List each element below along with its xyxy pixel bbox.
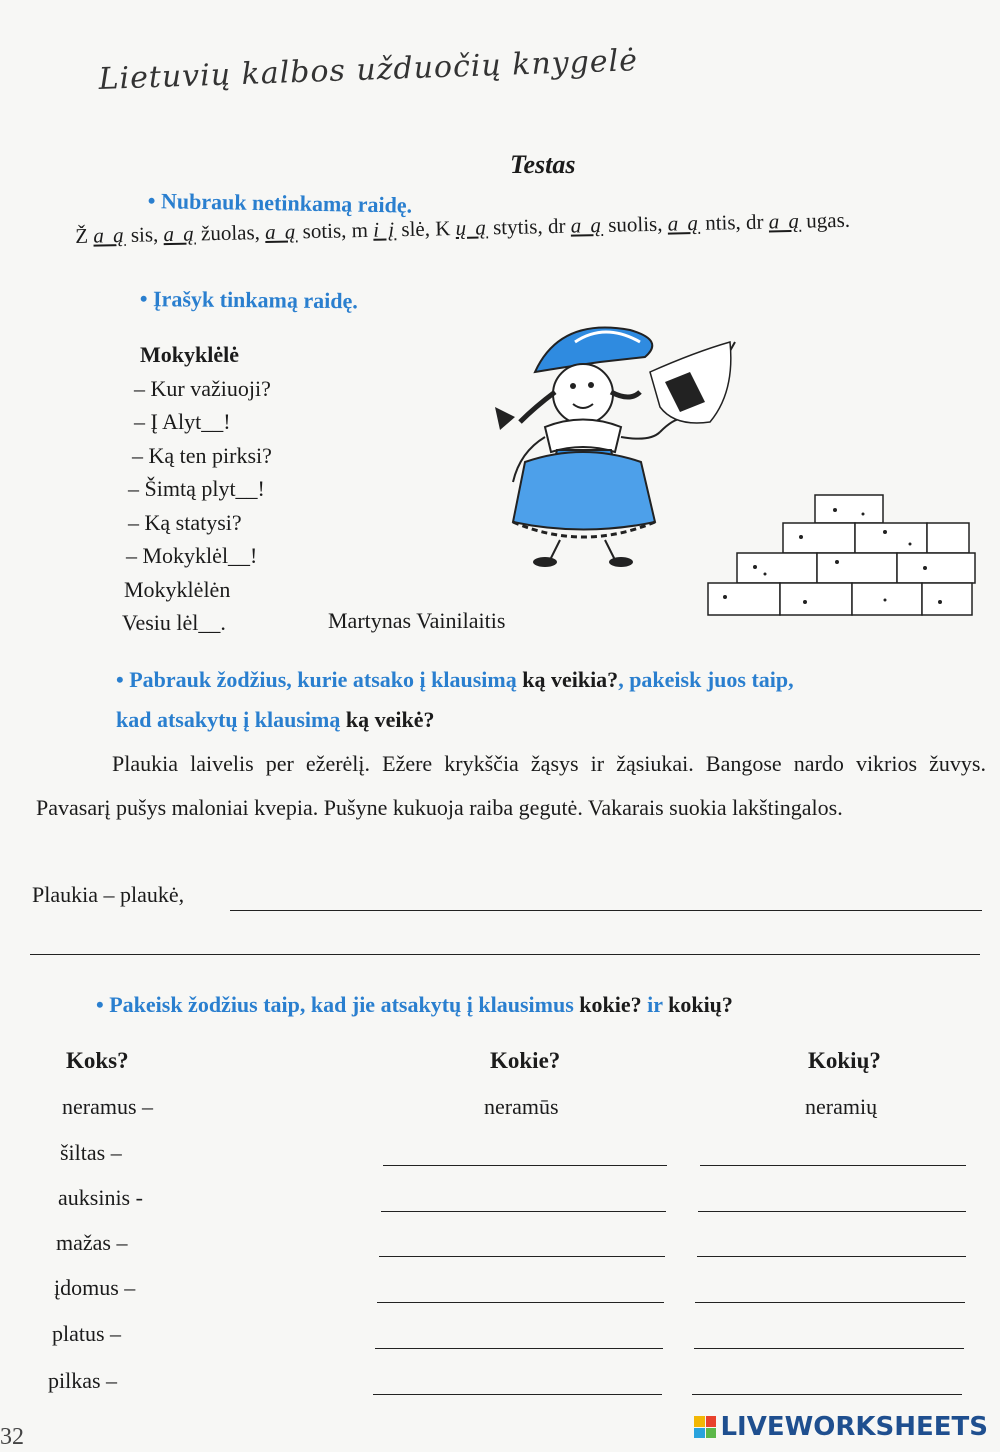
word-fragment: suolis,	[607, 211, 663, 237]
column-header-kokie: Kokie?	[490, 1048, 561, 1073]
word-row: pilkas –	[48, 1368, 118, 1393]
page-number: 32	[0, 1424, 24, 1450]
task1-instruction-text: Nubrauk netinkamą raidę.	[160, 188, 413, 218]
watermark-text: LIVEWORKSHEETS	[720, 1412, 988, 1442]
task3-instruction-c: kad atsakytų į klausimą	[116, 707, 341, 732]
letter-choice[interactable]: a ą	[768, 208, 802, 234]
task3-paragraph: Plaukia laivelis per ežerėlį. Ežere krykščia žąsys ir žąsiukai. Bangose nardo vikrios žuvys. Pavasarį pušys maloniai kvepia. Pušyne kukuoja raiba gegutė. Vakarais suokia lakštingalos.	[36, 751, 986, 820]
task3-instruction: • Pabrauk žodžius, kurie atsako į klausimą ką veikia?, pakeisk juos taip, kad atsakytų į klausimą ką veikė?	[116, 667, 794, 732]
letter-choice[interactable]: a ą	[570, 212, 604, 238]
liveworksheets-logo-icon	[694, 1416, 716, 1438]
poem-line: – Šimtą plyt__!	[128, 476, 265, 501]
word-fragment: stytis, dr	[492, 213, 566, 240]
poem-line: Vesiu lėl__.	[122, 610, 226, 635]
letter-choice[interactable]: a ą	[163, 221, 196, 247]
word-fragment: žuolas,	[200, 220, 261, 246]
task4-instruction: • Pakeisk žodžius taip, kad jie atsakytų į klausimus kokie? ir kokių?	[96, 992, 733, 1017]
blank-kokie[interactable]	[379, 1256, 665, 1257]
blank-kokie[interactable]	[377, 1302, 664, 1303]
poem-author: Martynas Vainilaitis	[328, 608, 506, 633]
column-header-kokiu: Kokių?	[808, 1048, 881, 1073]
word-fragment: Ž	[75, 223, 89, 248]
blank-kokiu[interactable]	[698, 1211, 966, 1212]
poem-line: – Ką statysi?	[128, 509, 242, 535]
task3-instruction-a: Pabrauk žodžius, kurie atsako į klausimą	[129, 667, 517, 692]
blank-kokiu[interactable]	[695, 1302, 965, 1303]
task4-instruction-text: Pakeisk žodžius taip, kad jie atsakytų į klausimus	[109, 992, 574, 1017]
letter-choice[interactable]: i į	[372, 217, 397, 242]
task3-instruction-b: , pakeisk juos taip,	[618, 667, 794, 692]
task4-mid: ir	[647, 992, 663, 1017]
watermark	[694, 1412, 988, 1442]
poem-line: – Ką ten pirksi?	[132, 442, 272, 468]
task2-instruction-text: Įrašyk tinkamą raidę.	[152, 286, 358, 314]
task3-question1: ką veikia?	[522, 667, 619, 692]
word-fragment: ugas.	[805, 207, 851, 233]
letter-choice[interactable]: a ą	[93, 222, 126, 248]
word-row: mažas –	[56, 1230, 128, 1255]
poem-line: Mokyklėlėn	[124, 576, 231, 602]
letter-choice[interactable]: a ą	[264, 219, 298, 245]
word-fragment: sis,	[130, 222, 159, 247]
blank-kokie[interactable]	[383, 1165, 667, 1166]
test-title: Testas	[510, 150, 576, 179]
poem-line: – Kur važiuoji?	[134, 375, 271, 401]
word-row: įdomus –	[54, 1275, 136, 1300]
blank-kokie[interactable]	[373, 1394, 662, 1395]
answer-line[interactable]	[230, 910, 982, 911]
blank-kokiu[interactable]	[697, 1256, 966, 1257]
poem-title: Mokyklėlė	[140, 342, 239, 367]
task1-instruction: • Nubrauk netinkamą raidę.	[147, 188, 413, 218]
task4-question1: kokie?	[579, 992, 642, 1017]
letter-choice[interactable]: ų ą	[455, 215, 489, 241]
blank-kokiu[interactable]	[692, 1394, 962, 1395]
task3-answer-prefix: Plaukia – plaukė,	[32, 882, 185, 907]
word-row: šiltas –	[60, 1140, 122, 1165]
blank-kokie[interactable]	[375, 1348, 663, 1349]
word-fragment: sotis, m	[302, 217, 369, 244]
word-row: auksinis -	[58, 1185, 143, 1210]
word-fragment: ntis, dr	[704, 209, 764, 235]
girl-illustration	[465, 312, 985, 630]
blank-kokiu[interactable]	[694, 1348, 964, 1349]
poem-line: – Į Alyt__!	[134, 409, 231, 434]
answer-line[interactable]	[30, 954, 980, 955]
example-kokiu: neramių	[805, 1094, 878, 1119]
letter-choice[interactable]: a ą	[667, 210, 701, 236]
word-row: platus –	[52, 1321, 122, 1346]
task2-instruction: • Įrašyk tinkamą raidę.	[139, 286, 358, 314]
column-header-koks: Koks?	[66, 1048, 129, 1073]
blank-kokie[interactable]	[381, 1211, 666, 1212]
task4-question2: kokių?	[668, 992, 733, 1017]
poem	[122, 338, 272, 640]
workbook-header: Lietuvių kalbos užduočių knygelė	[98, 43, 639, 97]
blank-kokiu[interactable]	[700, 1165, 966, 1166]
example-kokie: neramūs	[484, 1094, 559, 1119]
word-fragment: slė, K	[401, 216, 451, 242]
example-word: neramus –	[62, 1094, 154, 1119]
task3-question2: ką veikė?	[345, 707, 435, 732]
poem-line: – Mokyklėl__!	[126, 543, 258, 568]
